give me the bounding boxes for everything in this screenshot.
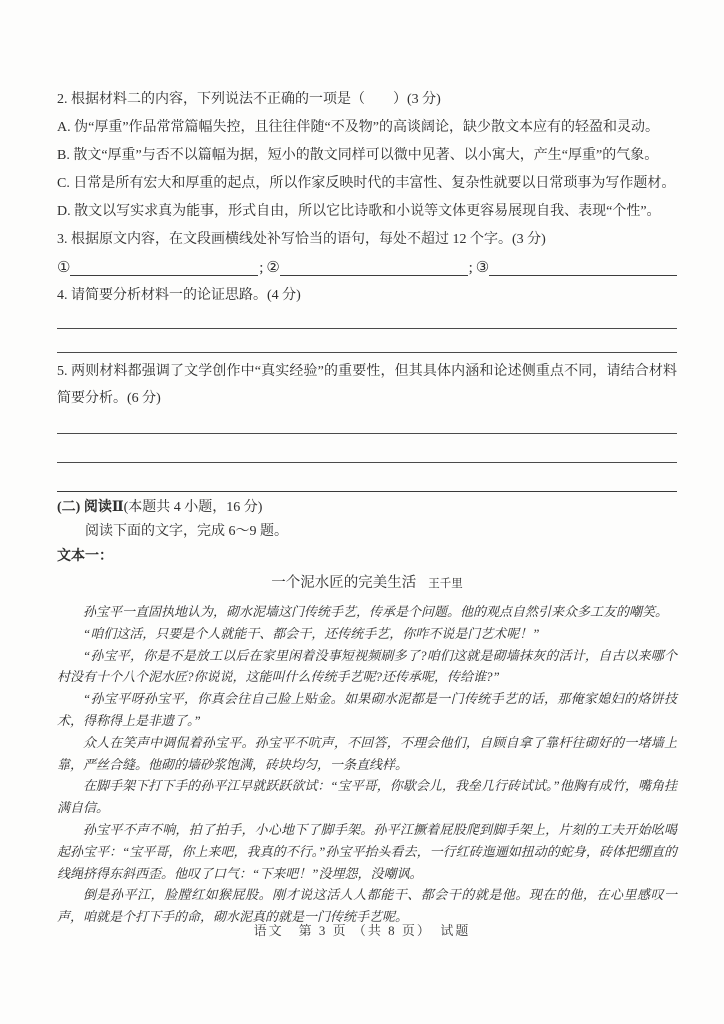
passage-title-row: [57, 572, 677, 595]
question-3-stem: 3. 根据原文内容，在文段画横线处补写恰当的语句，每处不超过 12 个字。(3 分): [57, 232, 546, 247]
question-2-option-b: B. 散文“厚重”与否不以篇幅为据，短小的散文同样可以微中见著、以小寓大，产生“厚重”的气象。: [57, 148, 659, 163]
page-footer: 语文 第 3 页 （共 8 页） 试题: [253, 923, 471, 938]
passage-paragraph: 众人在笑声中调侃着孙宝平。孙宝平不吭声，不回答，不理会他们，自顾自拿了靠杆往砌好的一堵墙上靠，严丝合缝。他砌的墙砂浆饱满，砖块均匀，一条直线样。: [57, 734, 677, 772]
text-one-label: 文本一：: [57, 549, 113, 564]
section-2-heading: [57, 496, 677, 520]
section-2-heading-detail: (本题共 4 小题，16 分): [123, 500, 263, 515]
question-2-option-d: D. 散文以写实求真为能事，形式自由，所以它比诗歌和小说等文体更容易展现自我、表现“个性”。: [57, 204, 661, 219]
passage-paragraph: 倒是孙平江，脸膛红如猴屁股。刚才说这活人人都能干、都会干的就是他。现在的他，在心里感叹一声，咱就是个打下手的命，砌水泥真的就是一门传统手艺呢。: [57, 887, 677, 925]
blank-separator-2: ;: [468, 260, 473, 276]
answer-line: [57, 463, 677, 492]
passage-paragraph: “咱们这活，只要是个人就能干、都会干，还传统手艺，你咋不说是门艺术呢！”: [83, 625, 540, 641]
passage-author: 王千里: [428, 578, 463, 590]
question-5-stem: 5. 两则材料都强调了文学创作中“真实经验”的重要性，但其具体内涵和论述侧重点不同，请结合材料简要分析。(6 分): [57, 364, 677, 406]
page-content: [57, 86, 677, 928]
question-2-stem: 2. 根据材料二的内容，下列说法不正确的一项是（ ）(3 分): [57, 92, 441, 107]
question-2-option-c: C. 日常是所有宏大和厚重的起点，所以作家反映时代的丰富性、复杂性就要以日常琐事为写作题材。: [57, 176, 676, 191]
answer-line: [57, 434, 677, 463]
answer-blank-1: [70, 254, 258, 276]
passage-title: 一个泥水匠的完美生活: [271, 575, 417, 591]
circled-3-label: ③: [475, 260, 490, 276]
question-2-option-a: A. 伪“厚重”作品常常篇幅失控，且往往伴随“不及物”的高谈阔论，缺少散文本应有的轻盈和灵动。: [57, 120, 659, 135]
circled-2-label: ②: [266, 260, 280, 276]
passage-paragraph: “孙宝平，你是不是放工以后在家里闲着没事短视频刷多了?咱们这就是砌墙抹灰的活计，自古以来哪个村没有十个八个泥水匠?你说说，这能叫什么传统手艺呢?还传承呢，传给谁?”: [57, 647, 677, 685]
answer-line: [57, 329, 677, 353]
circled-1-label: ①: [57, 260, 71, 276]
blank-separator-1: ;: [259, 260, 264, 276]
section-2-instruction: 阅读下面的文字，完成 6～9 题。: [85, 524, 288, 539]
question-4-stem: 4. 请简要分析材料一的论证思路。(4 分): [57, 288, 301, 303]
section-2-heading-number: (二) 阅读Ⅱ: [57, 500, 124, 515]
passage-paragraph: 在脚手架下打下手的孙平江早就跃跃欲试：“宝平哥，你歇会儿，我垒几行砖试试。”他胸有成竹，嘴角挂满自信。: [57, 778, 677, 816]
answer-blank-3: [489, 254, 677, 276]
passage-paragraph: 孙宝平不声不响，拍了拍手，小心地下了脚手架。孙平江撅着屁股爬到脚手架上，片刻的工夫开始吆喝起孙宝平：“宝平哥，你上来吧，我真的不行。”孙宝平抬头看去，一行红砖迤逦如扭动的蛇身，砖体把绷直的线绳挤得东斜西歪。他叹了口气：“下来吧！”没埋怨，没嘲讽。: [57, 821, 677, 881]
question-3-blank-row: [57, 254, 677, 282]
passage-paragraph: “孙宝平呀孙宝平，你真会往自己脸上贴金。如果砌水泥都是一门传统手艺的话，那俺家媳妇的烙饼技术，得称得上是非遗了。”: [57, 691, 677, 728]
answer-line: [57, 310, 677, 329]
answer-blank-2: [280, 254, 468, 276]
passage-paragraph: 孙宝平一直固执地认为，砌水泥墙这门传统手艺，传承是个问题。他的观点自然引来众多工友的嘲笑。: [83, 604, 669, 619]
answer-line: [57, 412, 677, 434]
